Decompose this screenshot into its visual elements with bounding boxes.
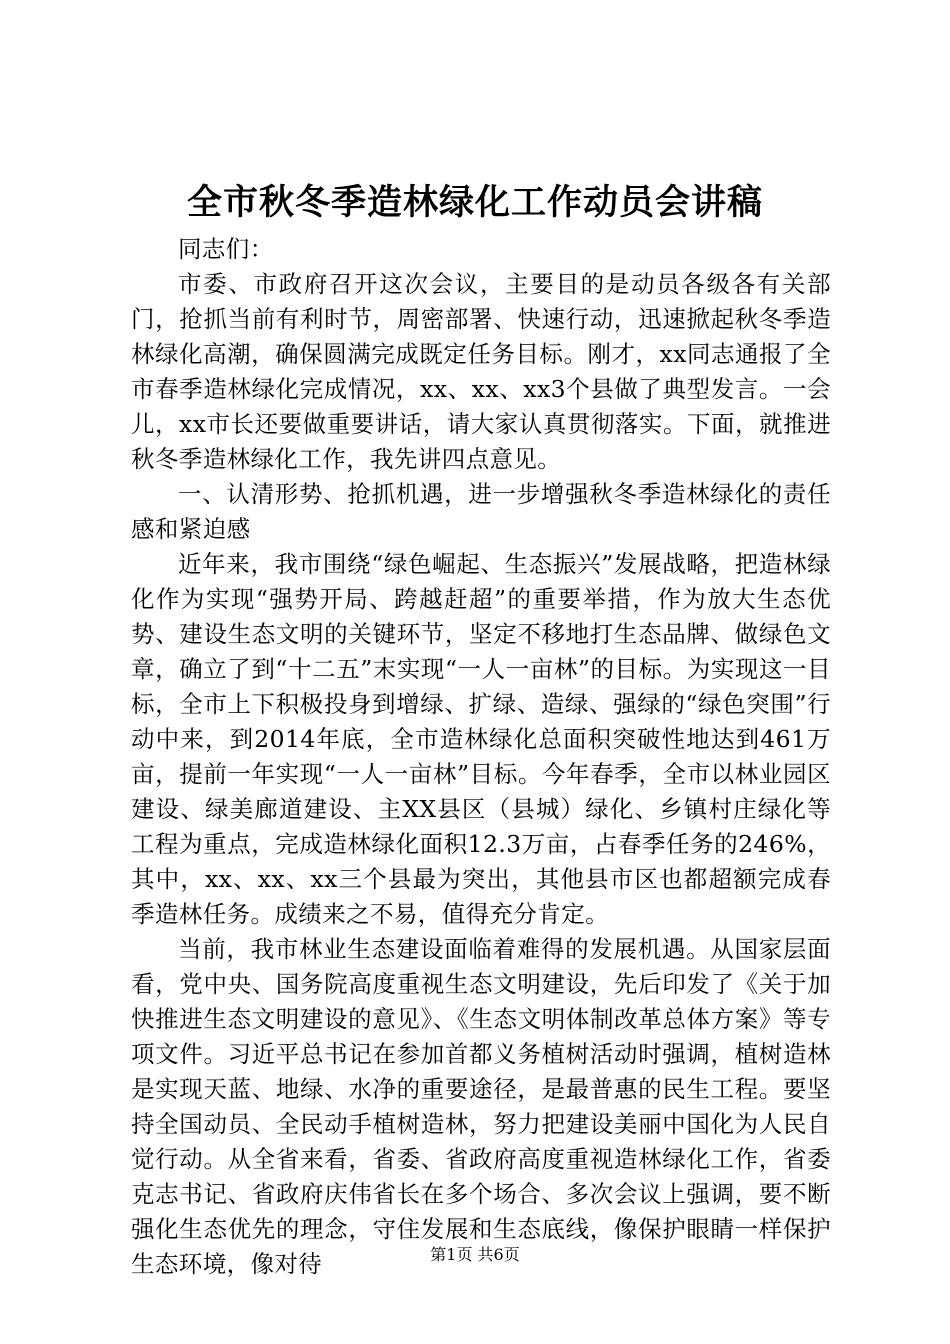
- document-body: [131, 232, 831, 1282]
- intro-paragraph: 市委、市政府召开这次会议，主要目的是动员各级各有关部门，抢抓当前有利时节，周密部署、快速行动，迅速掀起秋冬季造林绿化高潮，确保圆满完成既定任务目标。刚才，xx同志通报了全市春季造林绿化完成情况，xx、xx、xx3个县做了典型发言。一会儿，xx市长还要做重要讲话，请大家认真贯彻落实。下面，就推进秋冬季造林绿化工作，我先讲四点意见。: [131, 270, 831, 473]
- body-paragraph: 当前，我市林业生态建设面临着难得的发展机遇。从国家层面看，党中央、国务院高度重视生态文明建设，先后印发了《关于加快推进生态文明建设的意见》、《生态文明体制改革总体方案》等专项文件。习近平总书记在参加首都义务植树活动时强调，植树造林是实现天蓝、地绿、水净的重要途径，是最普惠的民生工程。要坚持全国动员、全民动手植树造林，努力把建设美丽中国化为人民自觉行动。从全省来看，省委、省政府高度重视造林绿化工作，省委克志书记、省政府庆伟省长在多个场合、多次会议上强调，要不断强化生态优先的理念，守住发展和生态底线，像保护眼睛一样保护生态环境，像对待: [131, 935, 831, 1278]
- body-paragraph: 近年来，我市围绕“绿色崛起、生态振兴”发展战略，把造林绿化作为实现“强势开局、跨越赶超”的重要举措，作为放大生态优势、建设生态文明的关键环节，坚定不移地打生态品牌、做绿色文章，确立了到“十二五”末实现“一人一亩林”的目标。为实现这一目标，全市上下积极投身到增绿、扩绿、造绿、强绿的“绿色突围”行动中来，到2014年底，全市造林绿化总面积突破性地达到461万亩，提前一年实现“一人一亩林”目标。今年春季，全市以林业园区建设、绿美廊道建设、主XX县区（县城）绿化、乡镇村庄绿化等工程为重点，完成造林绿化面积12.3万亩，占春季任务的246%，其中，xx、xx、xx三个县最为突出，其他县市区也都超额完成春季造林任务。成绩来之不易，值得充分肯定。: [131, 550, 831, 928]
- document-title: 全市秋冬季造林绿化工作动员会讲稿: [186, 182, 763, 223]
- page-footer: 第1页 共6页: [430, 1245, 520, 1264]
- salutation-paragraph: 同志们：: [178, 235, 274, 263]
- section-heading: 一、认清形势、抢抓机遇，进一步增强秋冬季造林绿化的责任感和紧迫感: [131, 480, 831, 543]
